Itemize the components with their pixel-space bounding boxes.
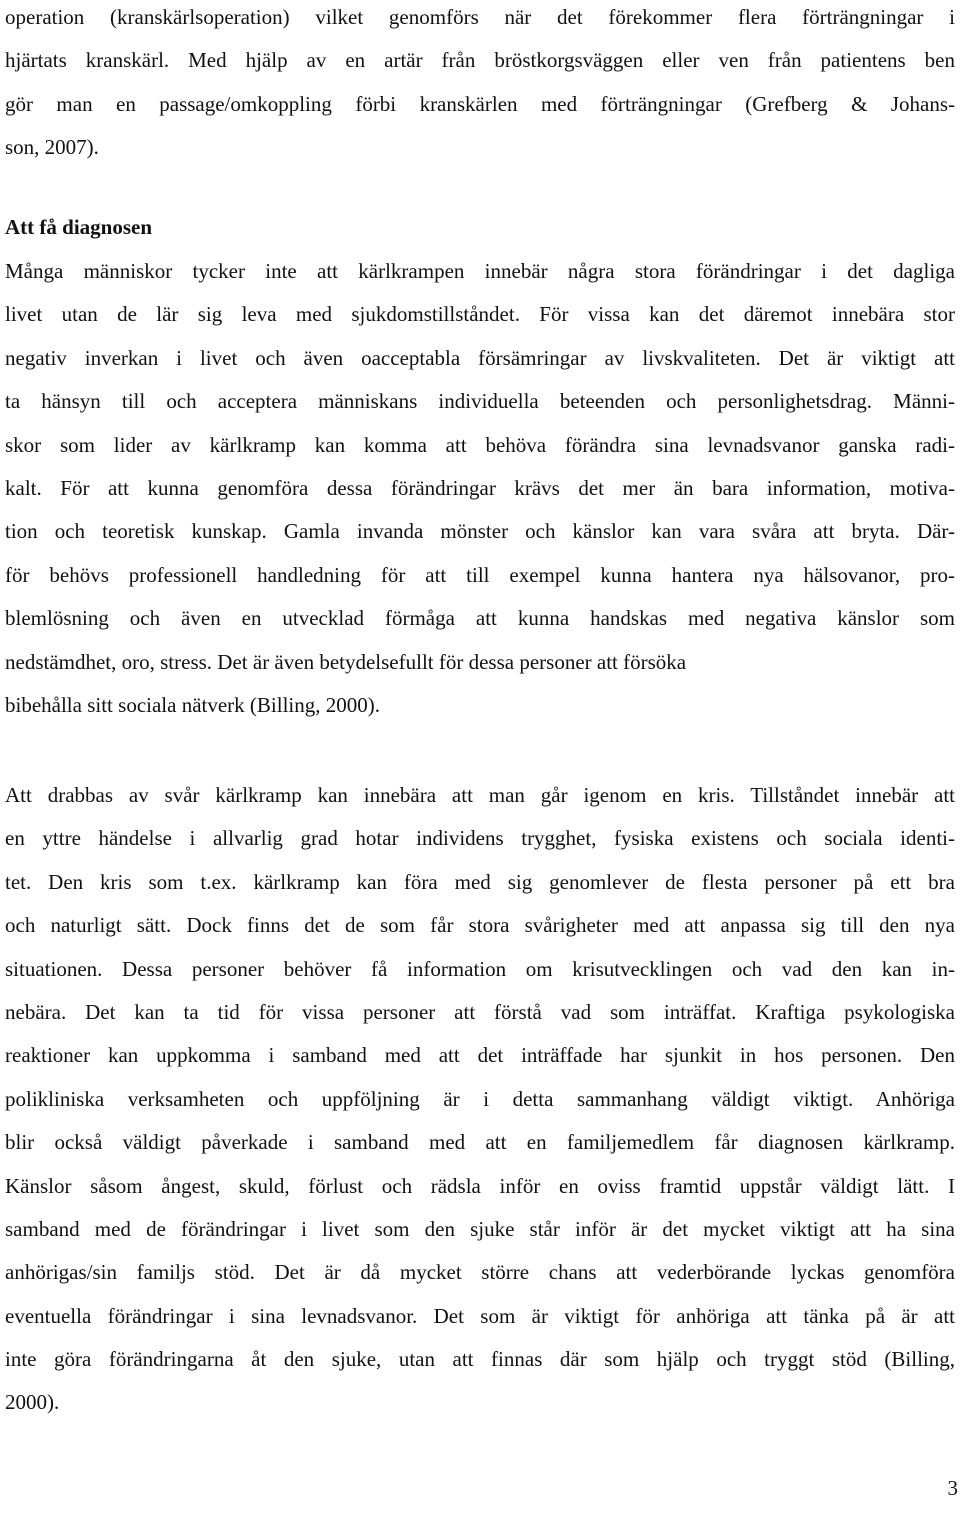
text-line: gör man en passage/omkoppling förbi kranskärlen med förträngningar (Grefberg & Johans- bbox=[5, 91, 955, 116]
heading-text: Att få diagnosen bbox=[5, 215, 153, 239]
text-line: en yttre händelse i allvarlig grad hotar individens trygghet, fysiska existens och sociala identi- bbox=[5, 826, 955, 851]
paragraph-diagnosis bbox=[5, 250, 955, 727]
text-line: samband med de förändringar i livet som den sjuke står inför är det mycket viktigt att ha sina bbox=[5, 1216, 955, 1241]
text-line: blir också väldigt påverkade i samband med att en familjemedlem får diagnosen kärlkramp. bbox=[5, 1130, 955, 1155]
text-line: 2000). bbox=[5, 1390, 60, 1415]
text-line: tion och teoretisk kunskap. Gamla invanda mönster och känslor kan vara svåra att bryta. Där- bbox=[5, 519, 955, 544]
text-line: bibehålla sitt sociala nätverk (Billing, 2000). bbox=[5, 692, 380, 717]
text-line: Att drabbas av svår kärlkramp kan innebära att man går igenom en kris. Tillståndet innebär att bbox=[5, 783, 955, 807]
text-line: hjärtats kranskärl. Med hjälp av en artär från bröstkorgsväggen eller ven från patientens ben bbox=[5, 48, 955, 73]
page-number: 3 bbox=[947, 1476, 958, 1500]
text-line: negativ inverkan i livet och även oacceptabla försämringar av livskvaliteten. Det är viktigt att bbox=[5, 345, 955, 370]
text-line: eventuella förändringar i sina levnadsvanor. Det som är viktigt för anhöriga att tänka på är att bbox=[5, 1303, 955, 1328]
text-line: kalt. För att kunna genomföra dessa förändringar krävs det mer än bara information, motiva- bbox=[5, 475, 955, 500]
text-line: blemlösning och även en utvecklad förmåga att kunna handskas med negativa känslor som bbox=[5, 606, 955, 631]
text-line: tet. Den kris som t.ex. kärlkramp kan föra med sig genomlever de flesta personer på ett bra bbox=[5, 869, 955, 894]
text-line: son, 2007). bbox=[5, 135, 99, 160]
text-line: polikliniska verksamheten och uppföljning är i detta sammanhang väldigt viktigt. Anhöriga bbox=[5, 1086, 955, 1111]
text-line: Många människor tycker inte att kärlkrampen innebär några stora förändringar i det dagliga bbox=[5, 259, 955, 283]
text-line: reaktioner kan uppkomma i samband med att det inträffade har sjunkit in hos personen. Den bbox=[5, 1043, 955, 1068]
paragraph-operation bbox=[5, 0, 955, 170]
text-line: ta hänsyn till och acceptera människans individuella beteenden och personlighetsdrag. Männi- bbox=[5, 389, 955, 414]
text-line: anhörigas/sin familjs stöd. Det är då mycket större chans att vederbörande lyckas genomföra bbox=[5, 1260, 955, 1285]
text-line: Känslor såsom ångest, skuld, förlust och rädsla inför en oviss framtid uppstår väldigt lätt. I bbox=[5, 1173, 955, 1198]
text-line: livet utan de lär sig leva med sjukdomstillståndet. För vissa kan det däremot innebära stor bbox=[5, 302, 955, 327]
text-line: skor som lider av kärlkramp kan komma att behöva förändra sina levnadsvanor ganska radi- bbox=[5, 432, 955, 457]
text-line: situationen. Dessa personer behöver få information om krisutvecklingen och vad den kan in- bbox=[5, 956, 955, 981]
paragraph-crisis bbox=[5, 774, 955, 1425]
section-heading bbox=[5, 206, 955, 249]
text-line: inte göra förändringarna åt den sjuke, utan att finnas där som hjälp och tryggt stöd (Billing, bbox=[5, 1347, 955, 1372]
text-line: för behövs professionell handledning för att till exempel kunna hantera nya hälsovanor, pro- bbox=[5, 562, 955, 587]
text-line: nebära. Det kan ta tid för vissa personer att förstå vad som inträffat. Kraftiga psykologiska bbox=[5, 999, 955, 1024]
text-line: operation (kranskärlsoperation) vilket genomförs när det förekommer flera förträngningar i bbox=[5, 5, 955, 29]
text-line: nedstämdhet, oro, stress. Det är även betydelsefullt för dessa personer att försöka bbox=[5, 649, 687, 674]
text-line: och naturligt sätt. Dock finns det de som får stora svårigheter med att anpassa sig till den nya bbox=[5, 913, 955, 938]
